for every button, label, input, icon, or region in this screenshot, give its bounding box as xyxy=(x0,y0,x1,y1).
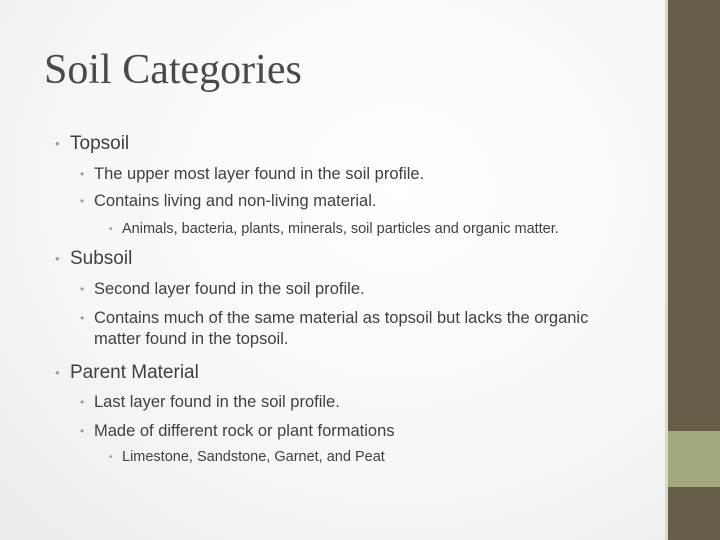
bullet-subsoil xyxy=(55,247,133,271)
subbullet-subsoil-2 xyxy=(80,308,594,350)
bullet-dot-icon: • xyxy=(109,452,113,463)
bullet-dot-icon: • xyxy=(109,224,113,235)
bullet-topsoil xyxy=(55,132,130,156)
bullet-parent-material xyxy=(55,361,199,385)
bullet-text: Animals, bacteria, plants, minerals, soil particles and organic matter. xyxy=(122,221,559,237)
bullet-text: Last layer found in the soil profile. xyxy=(94,393,340,411)
subbullet-parent-2 xyxy=(80,421,395,442)
slide-title: Soil Categories xyxy=(44,47,302,93)
bullet-text: Second layer found in the soil profile. xyxy=(94,280,365,298)
bullet-text: Limestone, Sandstone, Garnet, and Peat xyxy=(122,449,385,465)
bullet-dot-icon: • xyxy=(80,194,85,208)
bullet-text: Contains much of the same material as topsoil but lacks the organic matter found in the topsoil. xyxy=(94,309,589,348)
bullet-dot-icon: • xyxy=(80,424,85,438)
subbullet-topsoil-2 xyxy=(80,191,377,212)
bullet-text: Subsoil xyxy=(70,248,133,269)
subsubbullet-topsoil-1 xyxy=(109,220,559,239)
bullet-dot-icon: • xyxy=(80,395,85,409)
bullet-text: Topsoil xyxy=(70,133,130,154)
bullet-dot-icon: • xyxy=(80,282,85,296)
bullet-text: Parent Material xyxy=(70,362,199,383)
bullet-dot-icon: • xyxy=(80,167,85,181)
subbullet-subsoil-1 xyxy=(80,279,365,300)
bullet-text: The upper most layer found in the soil profile. xyxy=(94,165,425,183)
bullet-dot-icon: • xyxy=(55,365,60,380)
bullet-dot-icon: • xyxy=(55,251,60,266)
bullet-text: Made of different rock or plant formations xyxy=(94,422,395,440)
subbullet-parent-1 xyxy=(80,392,340,413)
decorative-sidebar-accent xyxy=(668,431,720,487)
bullet-dot-icon: • xyxy=(55,136,60,151)
subsubbullet-parent-1 xyxy=(109,448,385,467)
bullet-text: Contains living and non-living material. xyxy=(94,192,377,210)
subbullet-topsoil-1 xyxy=(80,164,425,185)
bullet-dot-icon: • xyxy=(80,311,85,325)
